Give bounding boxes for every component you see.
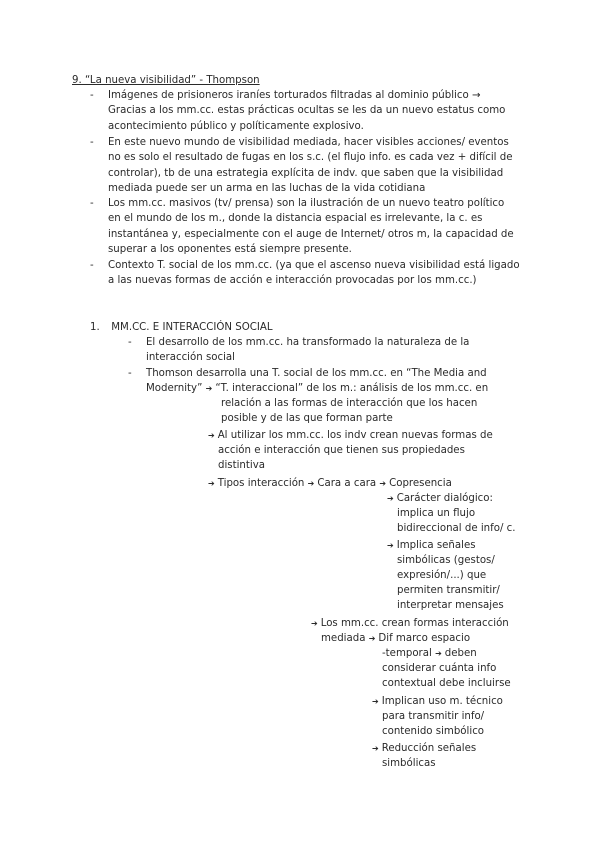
heading-title: MM.CC. E INTERACCIÓN SOCIAL: [111, 322, 273, 333]
tecnico-line: para transmitir info/: [382, 711, 485, 722]
bullet-item: [90, 258, 520, 289]
difmarco-text: -temporal: [382, 648, 432, 659]
bullet-text: En este nuevo mundo de visibilidad mediada, hacer visibles acciones/ eventos no es solo el resultado de fugas en los s.c. (el flujo info. es cada vez + difícil de controlar), tb de una estrategia explícita de indv. que saben que la visibilidad mediada puede ser un arma en las luchas de la vida cotidiana: [108, 137, 513, 195]
tipos-text: Tipos interacción: [217, 478, 305, 489]
dialogico-text: Carácter dialógico:: [396, 493, 493, 504]
thomson-line: relación a las formas de interacción que los hacen: [221, 398, 478, 409]
bullet-dash: -: [90, 90, 94, 101]
thomson-line: posible y de las que forman parte: [221, 413, 393, 424]
senales-line: permiten transmitir/: [397, 585, 500, 596]
mediada-line: [311, 616, 509, 631]
tipos-line: [208, 476, 452, 491]
bullet-dash: -: [90, 198, 94, 209]
dialogico-line: [387, 491, 493, 506]
bullet-dash: -: [90, 137, 94, 148]
mediada-word: mediada: [321, 633, 366, 644]
difmarco-line: [382, 646, 477, 661]
bullet-item: [90, 135, 520, 197]
thomson-book: Modernity”: [146, 383, 203, 394]
arrow-icon: ➔: [205, 384, 213, 393]
copresencia-text: Copresencia: [389, 478, 452, 489]
indv-text: Al utilizar los mm.cc. los indv crean nuevas formas de: [217, 430, 493, 441]
thomson-line: Thomson desarrolla una T. social de los mm.cc. en “The Media and: [146, 368, 487, 379]
difmarco-line: considerar cuánta info: [382, 663, 497, 674]
senales-line: interpretar mensajes: [397, 600, 504, 611]
bullet-dash: -: [128, 368, 132, 379]
difmarco-line: contextual debe incluirse: [382, 678, 511, 689]
bullet-item: [90, 196, 520, 258]
bullet-text: El desarrollo de los mm.cc. ha transformado la naturaleza de la interacción social: [146, 337, 470, 364]
sub-bullet-item: [128, 335, 520, 366]
bullet-dash: -: [128, 337, 132, 348]
tecnico-line: contenido simbólico: [382, 726, 485, 737]
bullet-text: Imágenes de prisioneros iraníes torturados filtradas al dominio público → Gracias a los mm.cc. estas prácticas ocultas se les da un nuevo estatus como acontecimiento público y políticamente explosivo.: [108, 90, 506, 132]
indv-line: [208, 428, 493, 443]
senales-line: [387, 538, 476, 553]
bullet-item: [90, 88, 520, 134]
thomson-line: [146, 381, 488, 396]
difmarco-text: deben: [444, 648, 477, 659]
reduccion-line: [372, 741, 476, 756]
arrow-icon: ➔: [208, 479, 215, 488]
cara-text: Cara a cara: [317, 478, 377, 489]
bullet-text: Contexto T. social de los mm.cc. (ya que el ascenso nueva visibilidad está ligado a las nuevas formas de acción e interacción provocadas por los mm.cc.): [108, 260, 520, 287]
dialogico-line: bidireccional de info/ c.: [397, 523, 516, 534]
mediada-line: [321, 631, 470, 646]
reduccion-line: simbólicas: [382, 758, 436, 769]
arrow-icon: ➔: [307, 479, 315, 488]
bullet-dash: -: [90, 260, 94, 271]
mediada-text: Los mm.cc. crean formas interacción: [320, 618, 509, 629]
thomson-definition: “T. interaccional” de los m.: análisis de los mm.cc. en: [215, 383, 489, 394]
tecnico-line: [372, 694, 503, 709]
bullet-text: Los mm.cc. masivos (tv/ prensa) son la ilustración de un nuevo teatro político en el mundo de los m., donde la distancia espacial es irrelevante, la c. es instantánea y, especialmente con el auge de Internet/ otros m, la capacidad de superar a los oponentes está siempre presente.: [108, 198, 514, 256]
arrow-icon: ➔: [372, 697, 379, 706]
senales-line: simbólicas (gestos/: [397, 555, 495, 566]
arrow-icon: ➔: [372, 744, 379, 753]
reduccion-text: Reducción señales: [381, 743, 477, 754]
senales-text: Implica señales: [396, 540, 476, 551]
senales-line: expresión/...) que: [397, 570, 487, 581]
heading-number: 1.: [90, 322, 100, 333]
dialogico-line: implica un flujo: [397, 508, 476, 519]
indv-line: acción e interacción que tienen sus propiedades: [218, 445, 465, 456]
arrow-icon: ➔: [435, 649, 442, 658]
arrow-icon: ➔: [379, 479, 387, 488]
arrow-icon: ➔: [311, 619, 318, 628]
tecnico-text: Implican uso m. técnico: [381, 696, 503, 707]
section-heading: 9. “La nueva visibilidad” - Thompson: [72, 75, 260, 86]
indv-line: distintiva: [218, 460, 265, 471]
arrow-icon: ➔: [368, 634, 376, 643]
arrow-icon: ➔: [387, 541, 394, 550]
arrow-icon: ➔: [208, 431, 215, 440]
difmarco-text: Dif marco espacio: [378, 633, 471, 644]
numbered-heading: [90, 320, 273, 335]
arrow-icon: ➔: [387, 494, 394, 503]
